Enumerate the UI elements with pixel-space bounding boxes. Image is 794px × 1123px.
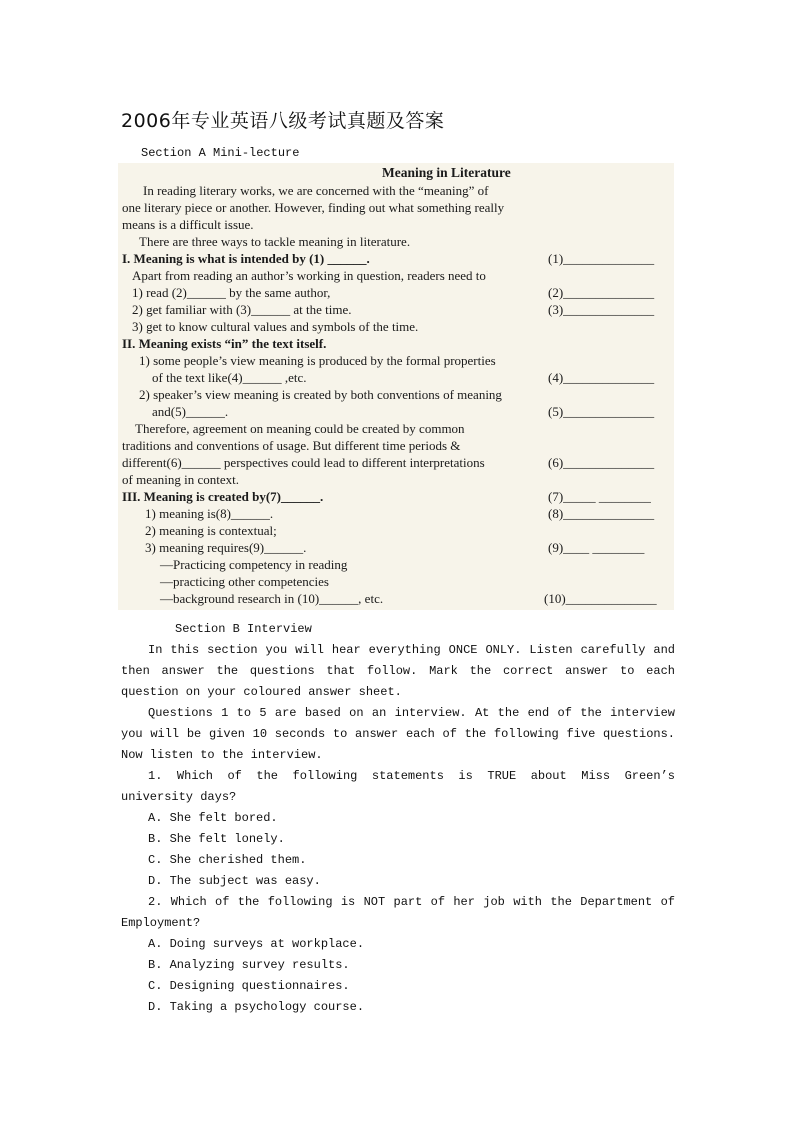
instruction-paragraph: Questions 1 to 5 are based on an interview. At the end of the interview you will be given 10 seconds to answer each of the following five questions. Now listen to the interview. [121,706,675,762]
lecture-line: 1) read (2)______ by the same author, [132,285,331,300]
lecture-title: Meaning in Literature [382,165,511,180]
lecture-line: —background research in (10)______, etc. [160,591,384,606]
answer-option: C. Designing questionnaires. [148,979,350,993]
answer-option: B. Analyzing survey results. [148,958,350,972]
answer-blank-5: (5)______________ [548,404,655,419]
lecture-line: —Practicing competency in reading [160,557,348,572]
lecture-line: Apart from reading an author’s working in question, readers need to [132,268,486,283]
question-stem: 2. Which of the following is NOT part of her job with the Department of Employment? [121,895,675,930]
answer-blank-1: (1)______________ [548,251,655,266]
lecture-heading-1: I. Meaning is what is intended by (1) ______. [122,251,370,266]
answer-option: D. The subject was easy. [148,874,321,888]
lecture-line: and(5)______. [152,404,229,419]
lecture-line: There are three ways to tackle meaning in literature. [139,234,411,249]
section-b [121,619,675,1018]
answer-option: D. Taking a psychology course. [148,1000,365,1014]
lecture-line: of meaning in context. [122,472,239,487]
lecture-line: Therefore, agreement on meaning could be created by common [135,421,465,436]
section-a-heading: Section A Mini-lecture [141,146,300,160]
lecture-line: one literary piece or another. However, finding out what something really [122,200,505,215]
answer-option: B. She felt lonely. [148,832,285,846]
answer-option: A. Doing surveys at workplace. [148,937,365,951]
lecture-line: 2) get familiar with (3)______ at the time. [132,302,352,317]
answer-blank-6: (6)______________ [548,455,655,470]
lecture-line: traditions and conventions of usage. But different time periods & [122,438,461,453]
lecture-line: —practicing other competencies [160,574,329,589]
lecture-line: 2) meaning is contextual; [145,523,277,538]
lecture-line: 3) meaning requires(9)______. [145,540,307,555]
instruction-paragraph: In this section you will hear everything ONCE ONLY. Listen carefully and then answer the questions that follow. Mark the correct answer to each question on your coloured answer sheet. [121,643,675,699]
lecture-heading-2: II. Meaning exists “in” the text itself. [122,336,327,351]
answer-blank-3: (3)______________ [548,302,655,317]
section-b-heading: Section B Interview [175,622,312,636]
lecture-line: different(6)______ perspectives could lead to different interpretations [122,455,485,470]
answer-blank-2: (2)______________ [548,285,655,300]
lecture-line: means is a difficult issue. [122,217,254,232]
lecture-line: 3) get to know cultural values and symbols of the time. [132,319,419,334]
document-title: 2006年专业英语八级考试真题及答案 [121,110,445,132]
lecture-line: 1) meaning is(8)______. [145,506,274,521]
lecture-line: 2) speaker’s view meaning is created by both conventions of meaning [139,387,502,402]
lecture-line: 1) some people’s view meaning is produced by the formal properties [139,353,496,368]
lecture-line: In reading literary works, we are concerned with the “meaning” of [143,183,489,198]
lecture-heading-3: III. Meaning is created by(7)______. [122,489,324,504]
question-stem: 1. Which of the following statements is TRUE about Miss Green’s university days? [121,769,675,804]
answer-option: C. She cherished them. [148,853,307,867]
answer-option: A. She felt bored. [148,811,278,825]
answer-blank-9: (9)____ ________ [548,540,645,555]
answer-blank-8: (8)______________ [548,506,655,521]
mini-lecture-image [118,163,674,610]
answer-blank-10: (10)______________ [544,591,657,606]
answer-blank-4: (4)______________ [548,370,655,385]
lecture-line: of the text like(4)______ ,etc. [152,370,307,385]
answer-blank-7: (7)_____ ________ [548,489,651,504]
